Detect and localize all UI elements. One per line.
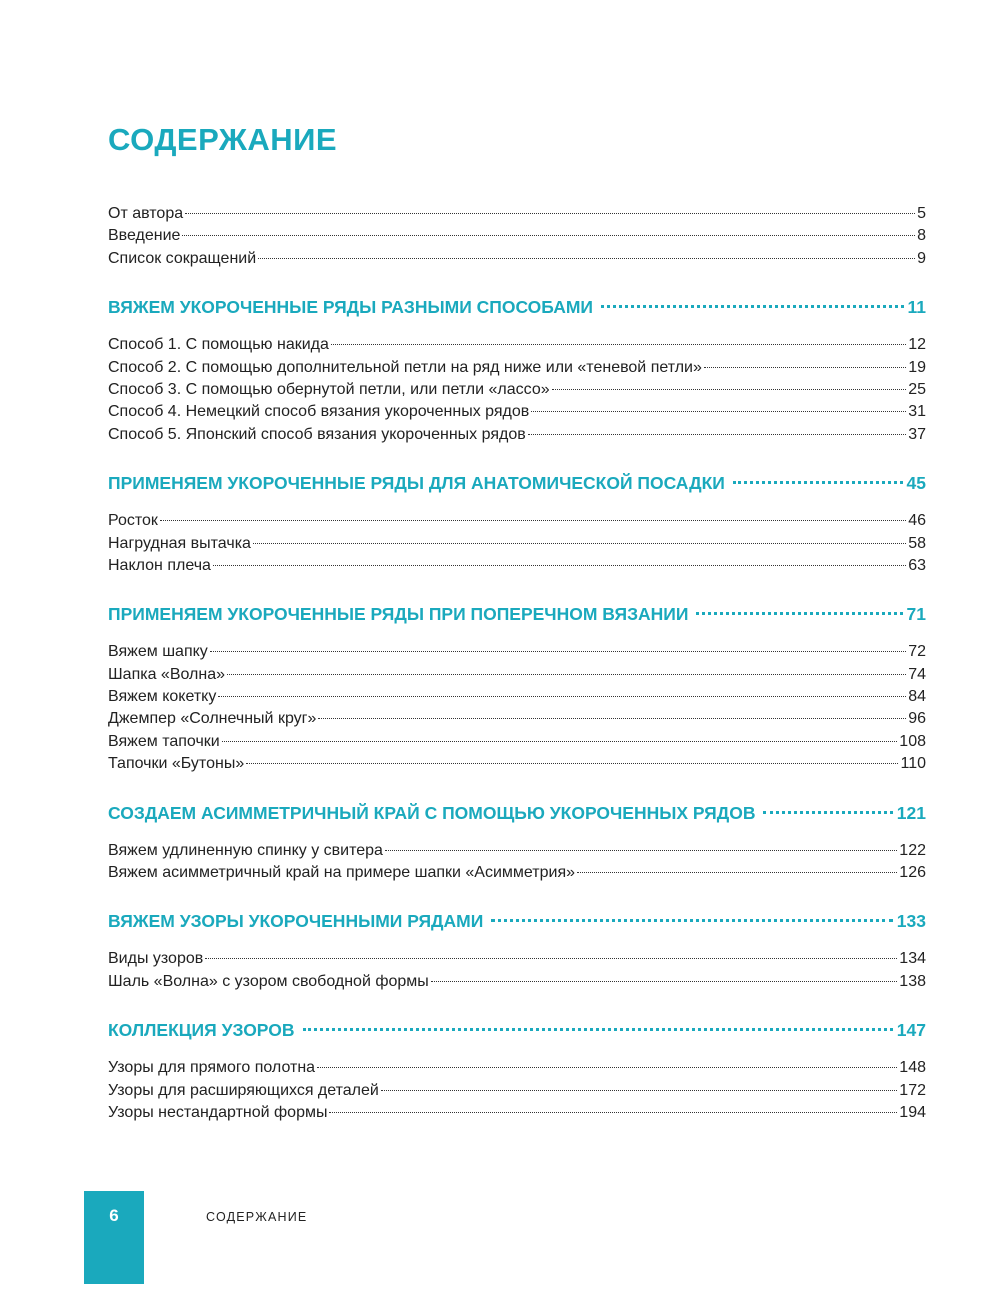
toc-entry-page: 96 <box>908 710 926 728</box>
dot-leader <box>213 565 906 566</box>
toc-entry[interactable] <box>108 334 926 356</box>
dot-leader <box>258 258 915 259</box>
section-page: 45 <box>906 473 926 494</box>
toc-entry[interactable] <box>108 840 926 862</box>
dot-leader <box>385 850 897 851</box>
toc-entry-page: 194 <box>899 1103 926 1121</box>
toc-entry[interactable] <box>108 379 926 401</box>
toc-entry[interactable] <box>108 753 926 775</box>
section-heading[interactable] <box>108 293 926 321</box>
toc-entry[interactable] <box>108 664 926 686</box>
dot-leader <box>210 651 906 652</box>
toc-entry-page: 31 <box>908 403 926 421</box>
toc-entry-page: 138 <box>899 972 926 990</box>
toc-entry[interactable] <box>108 248 926 270</box>
toc-entry-title: Вяжем кокетку <box>108 688 217 706</box>
section-heading[interactable] <box>108 469 926 497</box>
toc-entry[interactable] <box>108 357 926 379</box>
dot-leader <box>528 434 906 435</box>
toc-entry-page: 9 <box>917 249 926 267</box>
page-title: СОДЕРЖАНИЕ <box>108 122 338 157</box>
toc-entry-title: Способ 3. С помощью обернутой петли, или петли «лассо» <box>108 380 550 398</box>
section-title: ВЯЖЕМ УЗОРЫ УКОРОЧЕННЫМИ РЯДАМИ <box>108 911 484 932</box>
intro-list <box>108 203 926 270</box>
dot-leader <box>431 981 898 982</box>
dot-leader <box>331 344 906 345</box>
section-page: 133 <box>896 911 926 932</box>
dot-leader <box>222 741 898 742</box>
toc-entry-title: Наклон плеча <box>108 556 211 574</box>
toc-entry-page: 122 <box>899 841 926 859</box>
toc-entry-page: 72 <box>908 643 926 661</box>
toc-entry-title: Способ 5. Японский способ вязания укороченных рядов <box>108 425 526 443</box>
toc-entry[interactable] <box>108 225 926 247</box>
toc-entry-page: 5 <box>917 205 926 222</box>
toc-entry-page: 8 <box>917 227 926 245</box>
dot-leader <box>491 919 892 922</box>
toc-entry-page: 108 <box>899 732 926 750</box>
toc-entry[interactable] <box>108 971 926 993</box>
toc-entry-title: Вяжем асимметричный край на примере шапки «Асимметрия» <box>108 864 576 882</box>
toc-entry[interactable] <box>108 401 926 423</box>
section-heading[interactable] <box>108 907 926 935</box>
section-title: ПРИМЕНЯЕМ УКОРОЧЕННЫЕ РЯДЫ ПРИ ПОПЕРЕЧНОМ ВЯЗАНИИ <box>108 604 689 625</box>
toc-entry[interactable] <box>108 1057 926 1079</box>
toc-entry-page: 58 <box>908 534 926 552</box>
toc-entry[interactable] <box>108 1102 926 1124</box>
dot-leader <box>303 1028 893 1031</box>
toc-entry-title: Узоры для расширяющихся деталей <box>108 1081 379 1099</box>
toc-entry-title: Способ 1. С помощью накида <box>108 336 329 354</box>
dot-leader <box>246 763 898 764</box>
toc-entry-page: 19 <box>908 358 926 376</box>
toc-entry[interactable] <box>108 555 926 577</box>
toc-entry-page: 12 <box>908 336 926 354</box>
toc-entry-page: 148 <box>899 1059 926 1077</box>
toc-entry-title: Вяжем тапочки <box>108 732 220 750</box>
toc-entry[interactable] <box>108 203 926 225</box>
page-number-tab <box>84 1191 144 1284</box>
dot-leader <box>182 235 915 236</box>
section-title: ВЯЖЕМ УКОРОЧЕННЫЕ РЯДЫ РАЗНЫМИ СПОСОБАМИ <box>108 297 594 318</box>
toc-entry-title: Узоры для прямого полотна <box>108 1059 316 1077</box>
section-page: 11 <box>907 297 926 318</box>
toc-entry[interactable] <box>108 708 926 730</box>
toc-entry[interactable] <box>108 641 926 663</box>
dot-leader <box>329 1112 897 1113</box>
dot-leader <box>227 674 906 675</box>
dot-leader <box>577 872 897 873</box>
toc-entry-title: Вяжем шапку <box>108 643 208 661</box>
dot-leader <box>253 543 906 544</box>
dot-leader <box>185 213 915 214</box>
dot-leader <box>704 367 906 368</box>
dot-leader <box>696 612 902 615</box>
toc-entry[interactable] <box>108 731 926 753</box>
section-title: ПРИМЕНЯЕМ УКОРОЧЕННЫЕ РЯДЫ ДЛЯ АНАТОМИЧЕСКОЙ ПОСАДКИ <box>108 473 725 494</box>
toc-entry-page: 63 <box>908 556 926 574</box>
running-footer: СОДЕРЖАНИЕ <box>206 1210 308 1224</box>
dot-leader <box>318 718 906 719</box>
dot-leader <box>205 958 897 959</box>
toc-entry-page: 126 <box>899 864 926 882</box>
dot-leader <box>317 1067 897 1068</box>
toc-entry-title: Джемпер «Солнечный круг» <box>108 710 317 728</box>
toc-entry-page: 134 <box>899 950 926 968</box>
dot-leader <box>601 305 903 308</box>
toc-entry[interactable] <box>108 948 926 970</box>
toc-entry-page: 84 <box>908 688 926 706</box>
toc-entry-title: Тапочки «Бутоны» <box>108 755 245 773</box>
dot-leader <box>763 811 892 814</box>
toc-entry-title: Виды узоров <box>108 950 204 968</box>
toc-entry[interactable] <box>108 686 926 708</box>
toc-entry-title: Способ 2. С помощью дополнительной петли на ряд ниже или «теневой петли» <box>108 358 702 376</box>
dot-leader <box>531 411 906 412</box>
dot-leader <box>381 1090 897 1091</box>
section-page: 121 <box>896 802 926 823</box>
toc-entry[interactable] <box>108 424 926 446</box>
section-heading[interactable] <box>108 799 926 827</box>
toc-entry[interactable] <box>108 862 926 884</box>
section-page: 71 <box>906 604 926 625</box>
dot-leader <box>218 696 906 697</box>
page-number: 6 <box>109 1206 119 1225</box>
toc-entry-page: 25 <box>908 380 926 398</box>
section-title: КОЛЛЕКЦИЯ УЗОРОВ <box>108 1020 295 1041</box>
toc-entry-page: 74 <box>908 665 926 683</box>
toc-entry-page: 46 <box>908 512 926 530</box>
toc-entry-title: Способ 4. Немецкий способ вязания укороченных рядов <box>108 403 530 421</box>
toc-entry-title: Шапка «Волна» <box>108 665 226 683</box>
toc-entry-title: Введение <box>108 227 181 245</box>
table-of-contents <box>108 203 926 1124</box>
toc-entry-title: Узоры нестандартной формы <box>108 1103 328 1121</box>
dot-leader <box>733 481 903 484</box>
section-page: 147 <box>896 1020 926 1041</box>
toc-entry-title: Шаль «Волна» с узором свободной формы <box>108 972 429 990</box>
toc-entry-title: Список сокращений <box>108 249 257 267</box>
section-title: СОЗДАЕМ АСИММЕТРИЧНЫЙ КРАЙ С ПОМОЩЬЮ УКОРОЧЕННЫХ РЯДОВ <box>108 802 756 823</box>
section-heading[interactable] <box>108 1016 926 1044</box>
dot-leader <box>160 520 906 521</box>
toc-entry-title: Вяжем удлиненную спинку у свитера <box>108 841 383 859</box>
toc-entry-page: 37 <box>908 425 926 443</box>
toc-entry-title: Нагрудная вытачка <box>108 534 251 552</box>
toc-entry-title: От автора <box>108 205 184 222</box>
toc-entry[interactable] <box>108 510 926 532</box>
toc-entry[interactable] <box>108 1080 926 1102</box>
dot-leader <box>552 389 907 390</box>
toc-entry-page: 110 <box>900 755 926 773</box>
toc-entry-page: 172 <box>899 1081 926 1099</box>
toc-entry-title: Росток <box>108 512 158 530</box>
section-heading[interactable] <box>108 600 926 628</box>
toc-entry[interactable] <box>108 533 926 555</box>
